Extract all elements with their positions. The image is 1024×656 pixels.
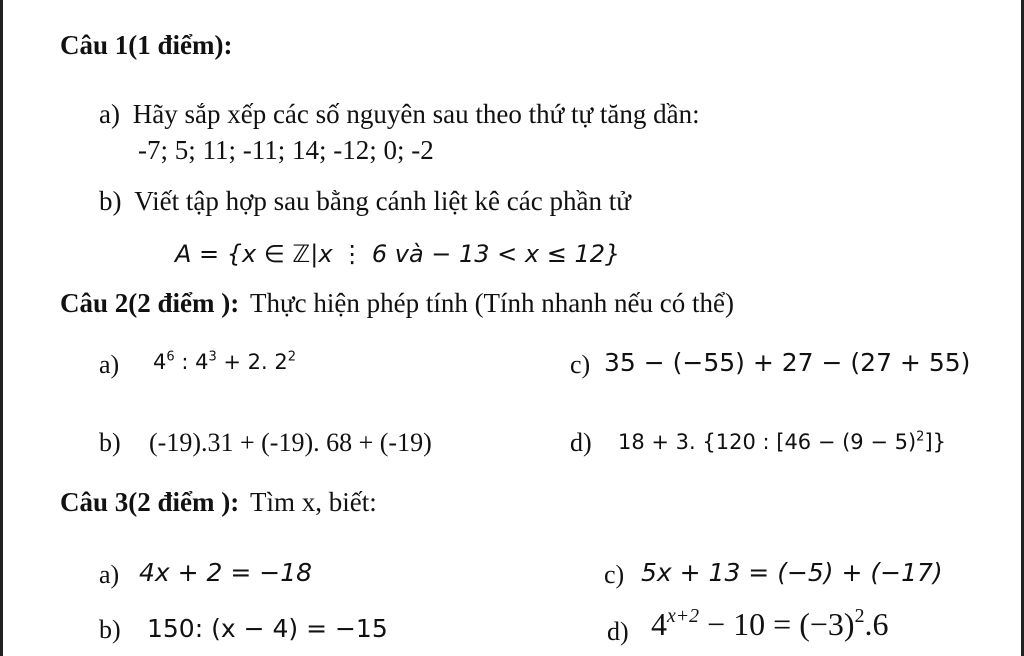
cau1-b-text: Viết tập hợp sau bằng cánh liệt kê các phần tử <box>134 186 631 216</box>
cau3-d-exp2: 2 <box>854 605 865 628</box>
cau3-c-expr: 5x + 13 = (−5) + (−17) <box>641 558 943 587</box>
cau2-a-exp2: 3 <box>208 349 217 365</box>
cau1-a-text: Hãy sắp xếp các số nguyên sau theo thứ tự tăng dần: <box>132 99 700 129</box>
cau3-b-label: b) <box>99 615 121 644</box>
cau2-a-exp3: 2 <box>287 349 297 365</box>
cau2-b-expr: (-19).31 + (-19). 68 + (-19) <box>149 428 432 457</box>
cau1-heading: Câu 1(1 điểm): <box>60 30 233 60</box>
cau1-a-numbers: -7; 5; 11; -11; 14; -12; 0; -2 <box>138 135 434 165</box>
cau2-instruction: Thực hiện phép tính (Tính nhanh nếu có thể) <box>249 288 734 318</box>
cau2-d-exp: 2 <box>916 429 925 445</box>
cau3-heading-row <box>60 487 377 518</box>
cau3-d-end: .6 <box>864 606 889 642</box>
cau3-d-expr <box>651 606 888 643</box>
cau1-b-label: b) <box>99 186 122 216</box>
cau2-heading-row <box>60 288 734 319</box>
cau2-a-mid: : 4 <box>174 350 209 374</box>
cau3-d-mid: − 10 = (−3) <box>699 606 855 642</box>
cau2-a-tail: + 2. 2 <box>216 350 288 374</box>
cau1-a-item <box>99 99 700 130</box>
cau1-b-item <box>99 186 631 217</box>
cau1-set-a: A = {x ∈ ℤ|x ⋮ 6 và − 13 < x ≤ 12} <box>175 240 621 268</box>
cau2-b-label: b) <box>99 428 121 457</box>
cau2-a-label: a) <box>99 350 120 379</box>
cau2-a-base1: 4 <box>153 350 167 374</box>
cau3-d-exp: x+2 <box>667 605 700 628</box>
cau2-c-label: c) <box>570 350 591 379</box>
cau2-d-start: 18 + 3. {120 : [46 − (9 − 5) <box>618 430 917 454</box>
cau3-a-label: a) <box>99 560 120 589</box>
cau3-heading: Câu 3(2 điểm ): <box>60 487 240 517</box>
cau1-a-label: a) <box>99 99 120 129</box>
cau2-c-expr: 35 − (−55) + 27 − (27 + 55) <box>604 348 971 377</box>
cau2-heading: Câu 2(2 điểm ): <box>60 288 240 318</box>
cau2-a-expr <box>153 350 296 374</box>
cau3-d-base: 4 <box>651 606 667 642</box>
cau2-d-label: d) <box>570 428 592 457</box>
cau3-instruction: Tìm x, biết: <box>249 487 377 517</box>
cau2-d-end: ]} <box>924 430 947 454</box>
cau3-c-label: c) <box>604 560 625 589</box>
cau3-a-expr: 4x + 2 = −18 <box>139 558 313 587</box>
cau3-d-label: d) <box>607 617 629 646</box>
cau2-d-expr <box>618 430 946 454</box>
cau3-b-expr: 150: (x − 4) = −15 <box>147 614 388 643</box>
cau2-a-exp1: 6 <box>166 349 175 365</box>
